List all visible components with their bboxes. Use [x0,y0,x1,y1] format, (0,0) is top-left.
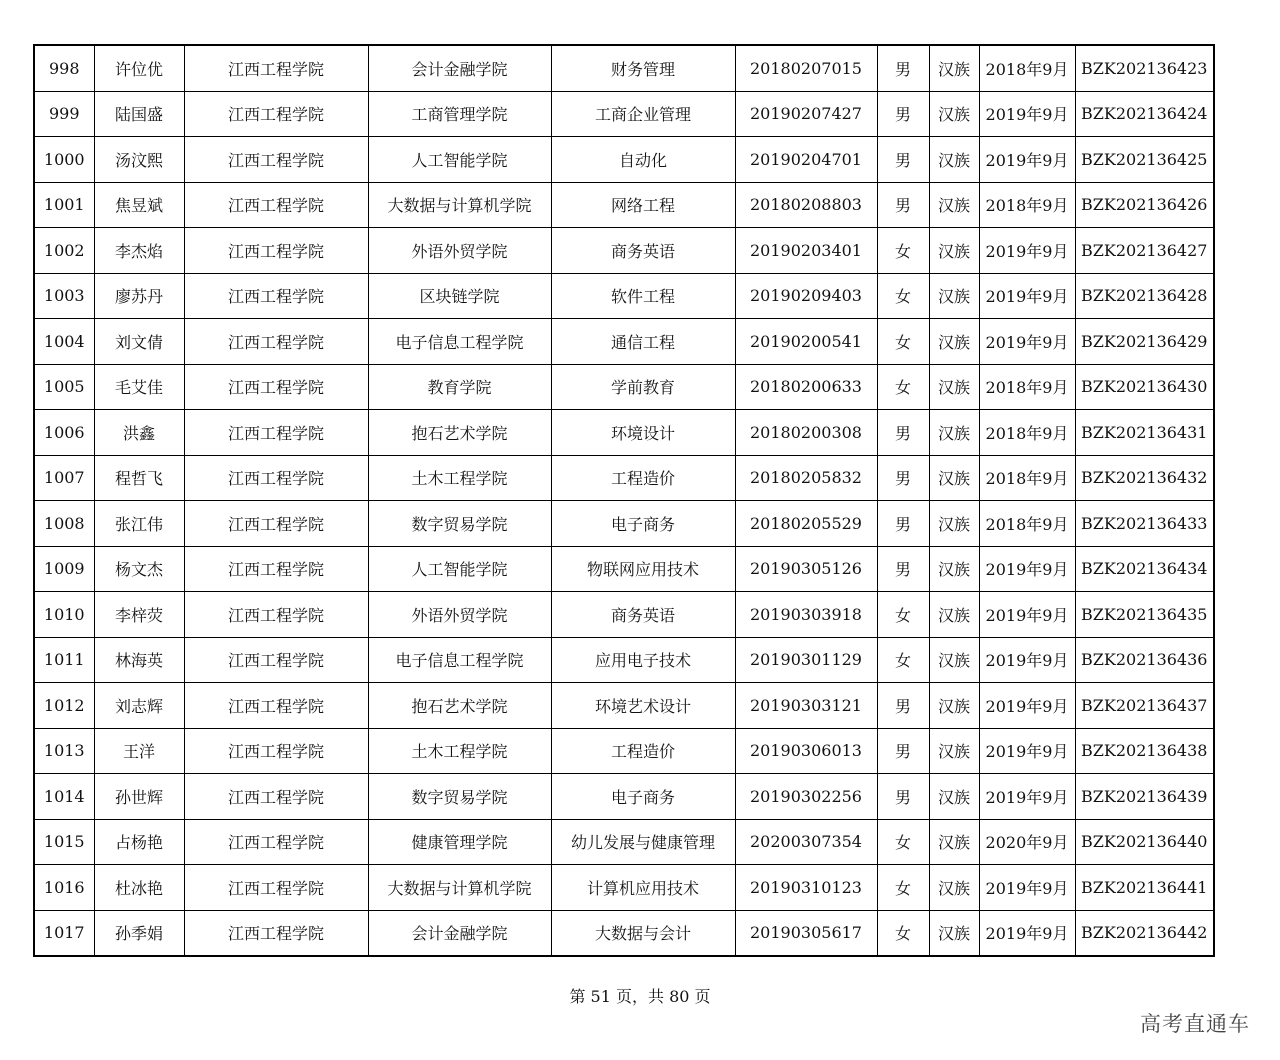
student-list-table [33,44,1215,957]
cell-school: 江西工程学院 [184,592,368,638]
page-number: 第 51 页，共 80 页 [569,987,711,1006]
cell-gender: 男 [877,683,929,729]
cell-gender: 男 [877,137,929,183]
cell-college: 区块链学院 [368,273,551,319]
table-row [34,592,1214,638]
cell-enroll-date: 2019年9月 [979,592,1075,638]
cell-cert-no: BZK202136423 [1075,45,1214,91]
cell-college: 电子信息工程学院 [368,319,551,365]
cell-ethnicity: 汉族 [929,637,979,683]
cell-major: 幼儿发展与健康管理 [551,819,735,865]
cell-name: 许位优 [94,45,184,91]
cell-enroll-date: 2018年9月 [979,364,1075,410]
cell-cert-no: BZK202136440 [1075,819,1214,865]
cell-major: 电子商务 [551,501,735,547]
table-row [34,364,1214,410]
cell-gender: 女 [877,319,929,365]
cell-student-id: 20190305617 [735,910,877,956]
cell-enroll-date: 2019年9月 [979,637,1075,683]
table-row [34,865,1214,911]
cell-seq-no: 1011 [34,637,94,683]
cell-name: 孙世辉 [94,774,184,820]
cell-seq-no: 1009 [34,546,94,592]
cell-school: 江西工程学院 [184,546,368,592]
cell-school: 江西工程学院 [184,501,368,547]
cell-seq-no: 1010 [34,592,94,638]
cell-seq-no: 1007 [34,455,94,501]
cell-name: 杨文杰 [94,546,184,592]
cell-name: 刘志辉 [94,683,184,729]
cell-student-id: 20190310123 [735,865,877,911]
cell-ethnicity: 汉族 [929,45,979,91]
cell-gender: 男 [877,728,929,774]
cell-ethnicity: 汉族 [929,273,979,319]
cell-cert-no: BZK202136437 [1075,683,1214,729]
cell-school: 江西工程学院 [184,273,368,319]
cell-major: 大数据与会计 [551,910,735,956]
cell-name: 刘文倩 [94,319,184,365]
cell-enroll-date: 2019年9月 [979,865,1075,911]
cell-major: 计算机应用技术 [551,865,735,911]
cell-enroll-date: 2019年9月 [979,774,1075,820]
cell-name: 张江伟 [94,501,184,547]
cell-gender: 女 [877,910,929,956]
table-row [34,501,1214,547]
cell-gender: 女 [877,273,929,319]
cell-gender: 女 [877,637,929,683]
cell-gender: 女 [877,364,929,410]
cell-major: 财务管理 [551,45,735,91]
table-row [34,273,1214,319]
cell-cert-no: BZK202136426 [1075,182,1214,228]
cell-name: 林海英 [94,637,184,683]
cell-ethnicity: 汉族 [929,819,979,865]
cell-enroll-date: 2019年9月 [979,228,1075,274]
cell-school: 江西工程学院 [184,91,368,137]
cell-student-id: 20180208803 [735,182,877,228]
cell-name: 杜冰艳 [94,865,184,911]
cell-seq-no: 1015 [34,819,94,865]
cell-cert-no: BZK202136427 [1075,228,1214,274]
cell-cert-no: BZK202136424 [1075,91,1214,137]
cell-college: 土木工程学院 [368,728,551,774]
cell-enroll-date: 2018年9月 [979,45,1075,91]
cell-college: 人工智能学院 [368,137,551,183]
cell-school: 江西工程学院 [184,455,368,501]
cell-ethnicity: 汉族 [929,364,979,410]
cell-major: 物联网应用技术 [551,546,735,592]
table-row [34,546,1214,592]
cell-student-id: 20190303121 [735,683,877,729]
cell-gender: 男 [877,501,929,547]
cell-school: 江西工程学院 [184,637,368,683]
cell-major: 自动化 [551,137,735,183]
cell-enroll-date: 2019年9月 [979,273,1075,319]
cell-major: 工程造价 [551,455,735,501]
cell-name: 焦昱斌 [94,182,184,228]
cell-school: 江西工程学院 [184,683,368,729]
cell-college: 人工智能学院 [368,546,551,592]
cell-gender: 男 [877,410,929,456]
cell-enroll-date: 2018年9月 [979,501,1075,547]
cell-school: 江西工程学院 [184,45,368,91]
cell-ethnicity: 汉族 [929,182,979,228]
cell-enroll-date: 2019年9月 [979,319,1075,365]
cell-gender: 男 [877,455,929,501]
cell-ethnicity: 汉族 [929,91,979,137]
cell-major: 电子商务 [551,774,735,820]
cell-school: 江西工程学院 [184,865,368,911]
table-row [34,137,1214,183]
cell-student-id: 20190303918 [735,592,877,638]
cell-student-id: 20180207015 [735,45,877,91]
table-body [34,45,1214,956]
cell-name: 王洋 [94,728,184,774]
cell-gender: 女 [877,228,929,274]
cell-student-id: 20190204701 [735,137,877,183]
cell-college: 抱石艺术学院 [368,410,551,456]
cell-school: 江西工程学院 [184,728,368,774]
cell-school: 江西工程学院 [184,819,368,865]
cell-ethnicity: 汉族 [929,592,979,638]
cell-college: 教育学院 [368,364,551,410]
cell-college: 数字贸易学院 [368,774,551,820]
cell-cert-no: BZK202136441 [1075,865,1214,911]
cell-major: 工商企业管理 [551,91,735,137]
cell-seq-no: 1014 [34,774,94,820]
cell-seq-no: 1012 [34,683,94,729]
cell-cert-no: BZK202136436 [1075,637,1214,683]
table-row [34,45,1214,91]
cell-ethnicity: 汉族 [929,319,979,365]
cell-name: 陆国盛 [94,91,184,137]
watermark-logo-text: 高考直通车 [1140,1012,1250,1036]
cell-student-id: 20180205832 [735,455,877,501]
cell-enroll-date: 2019年9月 [979,546,1075,592]
cell-cert-no: BZK202136429 [1075,319,1214,365]
cell-major: 环境艺术设计 [551,683,735,729]
cell-cert-no: BZK202136435 [1075,592,1214,638]
cell-student-id: 20180200633 [735,364,877,410]
cell-student-id: 20190301129 [735,637,877,683]
cell-enroll-date: 2020年9月 [979,819,1075,865]
cell-college: 大数据与计算机学院 [368,182,551,228]
cell-enroll-date: 2019年9月 [979,683,1075,729]
cell-enroll-date: 2019年9月 [979,910,1075,956]
cell-ethnicity: 汉族 [929,728,979,774]
cell-school: 江西工程学院 [184,228,368,274]
cell-name: 孙季娟 [94,910,184,956]
cell-seq-no: 999 [34,91,94,137]
cell-enroll-date: 2019年9月 [979,137,1075,183]
cell-major: 商务英语 [551,592,735,638]
cell-school: 江西工程学院 [184,774,368,820]
cell-student-id: 20190306013 [735,728,877,774]
cell-gender: 女 [877,865,929,911]
cell-ethnicity: 汉族 [929,455,979,501]
cell-major: 网络工程 [551,182,735,228]
cell-seq-no: 1005 [34,364,94,410]
cell-gender: 男 [877,546,929,592]
cell-school: 江西工程学院 [184,137,368,183]
cell-ethnicity: 汉族 [929,228,979,274]
table-row [34,182,1214,228]
cell-seq-no: 1008 [34,501,94,547]
cell-name: 程哲飞 [94,455,184,501]
cell-cert-no: BZK202136439 [1075,774,1214,820]
cell-student-id: 20180205529 [735,501,877,547]
cell-school: 江西工程学院 [184,910,368,956]
cell-enroll-date: 2018年9月 [979,455,1075,501]
cell-ethnicity: 汉族 [929,683,979,729]
cell-seq-no: 1006 [34,410,94,456]
table-row [34,683,1214,729]
cell-student-id: 20190207427 [735,91,877,137]
cell-name: 占杨艳 [94,819,184,865]
cell-cert-no: BZK202136431 [1075,410,1214,456]
cell-college: 外语外贸学院 [368,592,551,638]
cell-cert-no: BZK202136432 [1075,455,1214,501]
cell-major: 通信工程 [551,319,735,365]
cell-school: 江西工程学院 [184,364,368,410]
cell-gender: 男 [877,774,929,820]
cell-college: 会计金融学院 [368,45,551,91]
cell-cert-no: BZK202136433 [1075,501,1214,547]
cell-ethnicity: 汉族 [929,774,979,820]
cell-major: 商务英语 [551,228,735,274]
cell-student-id: 20190200541 [735,319,877,365]
cell-gender: 男 [877,45,929,91]
cell-major: 工程造价 [551,728,735,774]
cell-name: 毛艾佳 [94,364,184,410]
cell-ethnicity: 汉族 [929,137,979,183]
cell-seq-no: 1004 [34,319,94,365]
cell-name: 李梓荧 [94,592,184,638]
table-row [34,91,1214,137]
cell-seq-no: 1013 [34,728,94,774]
cell-college: 外语外贸学院 [368,228,551,274]
cell-school: 江西工程学院 [184,319,368,365]
cell-student-id: 20180200308 [735,410,877,456]
cell-seq-no: 1002 [34,228,94,274]
table-row [34,410,1214,456]
cell-cert-no: BZK202136425 [1075,137,1214,183]
cell-student-id: 20190305126 [735,546,877,592]
cell-name: 汤汶熙 [94,137,184,183]
table-row [34,910,1214,956]
table-row [34,228,1214,274]
cell-college: 大数据与计算机学院 [368,865,551,911]
cell-college: 数字贸易学院 [368,501,551,547]
table-row [34,774,1214,820]
cell-cert-no: BZK202136428 [1075,273,1214,319]
cell-gender: 女 [877,592,929,638]
cell-major: 应用电子技术 [551,637,735,683]
cell-cert-no: BZK202136438 [1075,728,1214,774]
cell-seq-no: 1017 [34,910,94,956]
cell-seq-no: 1001 [34,182,94,228]
cell-gender: 男 [877,182,929,228]
cell-school: 江西工程学院 [184,410,368,456]
cell-seq-no: 1000 [34,137,94,183]
table-row [34,455,1214,501]
cell-seq-no: 1016 [34,865,94,911]
table-row [34,819,1214,865]
cell-cert-no: BZK202136430 [1075,364,1214,410]
cell-ethnicity: 汉族 [929,865,979,911]
cell-college: 工商管理学院 [368,91,551,137]
cell-enroll-date: 2019年9月 [979,91,1075,137]
cell-enroll-date: 2019年9月 [979,728,1075,774]
cell-major: 学前教育 [551,364,735,410]
cell-major: 软件工程 [551,273,735,319]
cell-student-id: 20190302256 [735,774,877,820]
cell-ethnicity: 汉族 [929,910,979,956]
cell-ethnicity: 汉族 [929,410,979,456]
cell-seq-no: 998 [34,45,94,91]
cell-gender: 女 [877,819,929,865]
cell-major: 环境设计 [551,410,735,456]
cell-cert-no: BZK202136434 [1075,546,1214,592]
cell-college: 会计金融学院 [368,910,551,956]
cell-ethnicity: 汉族 [929,501,979,547]
cell-name: 李杰焰 [94,228,184,274]
cell-student-id: 20190203401 [735,228,877,274]
cell-college: 健康管理学院 [368,819,551,865]
table-row [34,637,1214,683]
cell-name: 洪鑫 [94,410,184,456]
cell-student-id: 20200307354 [735,819,877,865]
cell-seq-no: 1003 [34,273,94,319]
cell-enroll-date: 2018年9月 [979,410,1075,456]
cell-college: 电子信息工程学院 [368,637,551,683]
cell-gender: 男 [877,91,929,137]
cell-school: 江西工程学院 [184,182,368,228]
cell-student-id: 20190209403 [735,273,877,319]
table-row [34,319,1214,365]
cell-name: 廖苏丹 [94,273,184,319]
cell-college: 土木工程学院 [368,455,551,501]
cell-college: 抱石艺术学院 [368,683,551,729]
table-row [34,728,1214,774]
cell-ethnicity: 汉族 [929,546,979,592]
cell-enroll-date: 2018年9月 [979,182,1075,228]
cell-cert-no: BZK202136442 [1075,910,1214,956]
